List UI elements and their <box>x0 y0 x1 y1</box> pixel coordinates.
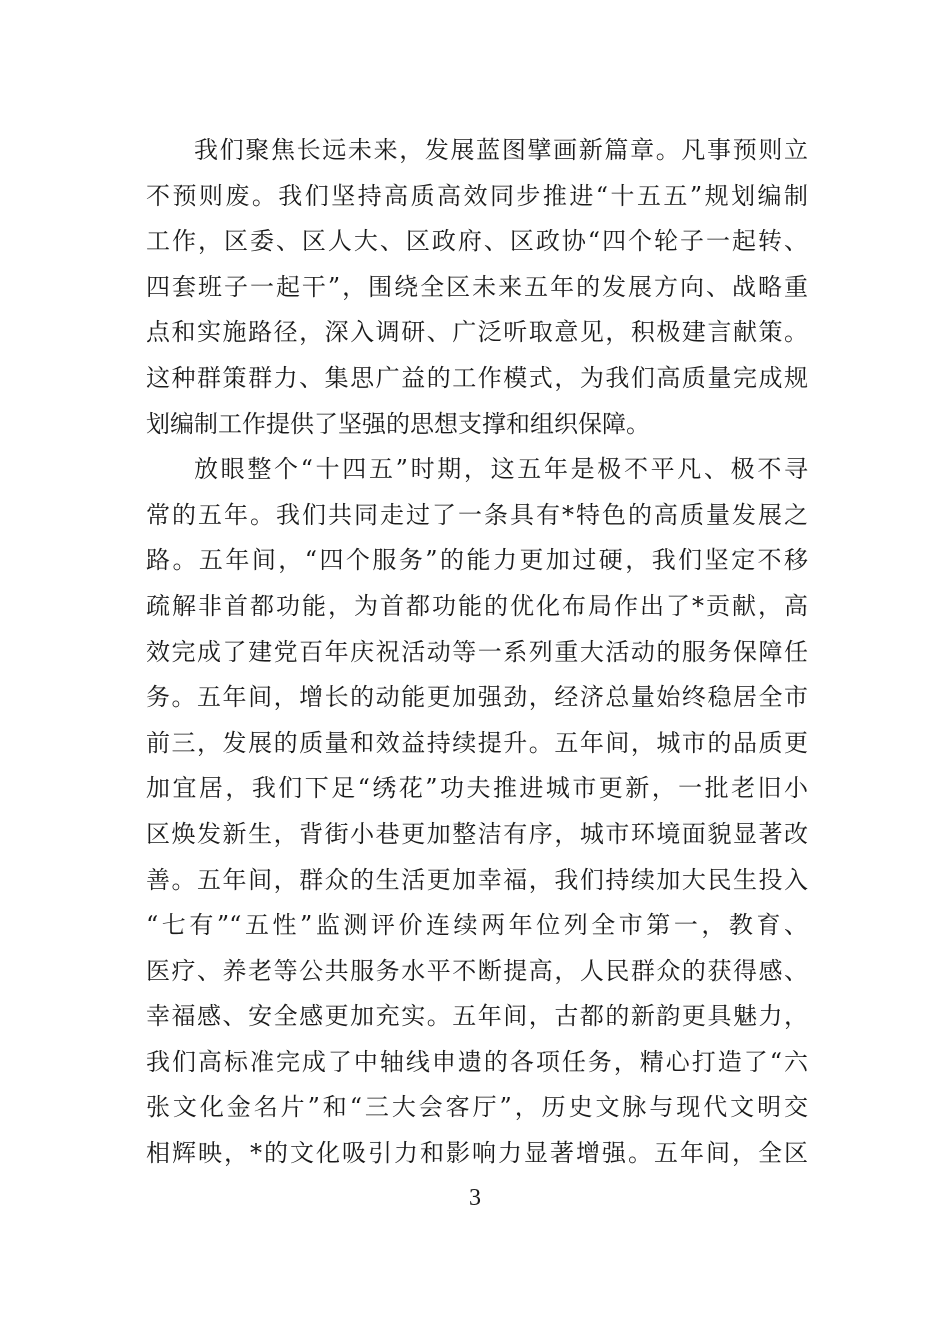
text-line: 常的五年。我们共同走过了一条具有*特色的高质量发展之 <box>146 500 808 529</box>
text-line: 这种群策群力、集思广益的工作模式，为我们高质量完成规 <box>146 363 808 392</box>
body-text <box>146 128 808 1177</box>
text-line: 务。五年间，增长的动能更加强劲，经济总量始终稳居全市 <box>146 683 808 712</box>
text-line: 不预则废。我们坚持高质高效同步推进“十五五”规划编制 <box>146 181 808 210</box>
text-line: 医疗、养老等公共服务水平不断提高，人民群众的获得感、 <box>146 956 808 985</box>
text-line: 善。五年间，群众的生活更加幸福，我们持续加大民生投入 <box>146 865 808 894</box>
text-line: 效完成了建党百年庆祝活动等一系列重大活动的服务保障任 <box>146 637 808 666</box>
text-line: 疏解非首都功能，为首都功能的优化布局作出了*贡献，高 <box>146 591 808 620</box>
text-line: 路。五年间，“四个服务”的能力更加过硬，我们坚定不移 <box>146 546 808 575</box>
text-line: 划编制工作提供了坚强的思想支撑和组织保障。 <box>146 409 650 438</box>
text-line: 张文化金名片”和“三大会客厅”，历史文脉与现代文明交 <box>146 1093 808 1122</box>
text-line: 我们聚焦长远未来，发展蓝图擘画新篇章。凡事预则立 <box>194 136 808 164</box>
text-line: 区焕发新生，背街小巷更加整洁有序，城市环境面貌显著改 <box>146 819 808 848</box>
text-line: 放眼整个“十四五”时期，这五年是极不平凡、极不寻 <box>194 455 808 484</box>
text-line: 加宜居，我们下足“绣花”功夫推进城市更新，一批老旧小 <box>146 774 808 803</box>
text-line: 工作，区委、区人大、区政府、区政协“四个轮子一起转、 <box>146 227 808 256</box>
text-line: 前三，发展的质量和效益持续提升。五年间，城市的品质更 <box>146 728 808 757</box>
page-number: 3 <box>469 1185 481 1211</box>
paragraph-1 <box>146 128 808 447</box>
paragraph-2 <box>146 447 808 1177</box>
text-line: 点和实施路径，深入调研、广泛听取意见，积极建言献策。 <box>146 318 808 347</box>
text-line: 幸福感、安全感更加充实。五年间，古都的新韵更具魅力， <box>146 1002 808 1031</box>
text-line: 四套班子一起干”，围绕全区未来五年的发展方向、战略重 <box>146 272 808 301</box>
text-line: “七有”“五性”监测评价连续两年位列全市第一，教育、 <box>146 911 808 940</box>
text-line: 相辉映，*的文化吸引力和影响力显著增强。五年间，全区 <box>146 1139 808 1168</box>
text-line: 我们高标准完成了中轴线申遗的各项任务，精心打造了“六 <box>146 1047 808 1076</box>
